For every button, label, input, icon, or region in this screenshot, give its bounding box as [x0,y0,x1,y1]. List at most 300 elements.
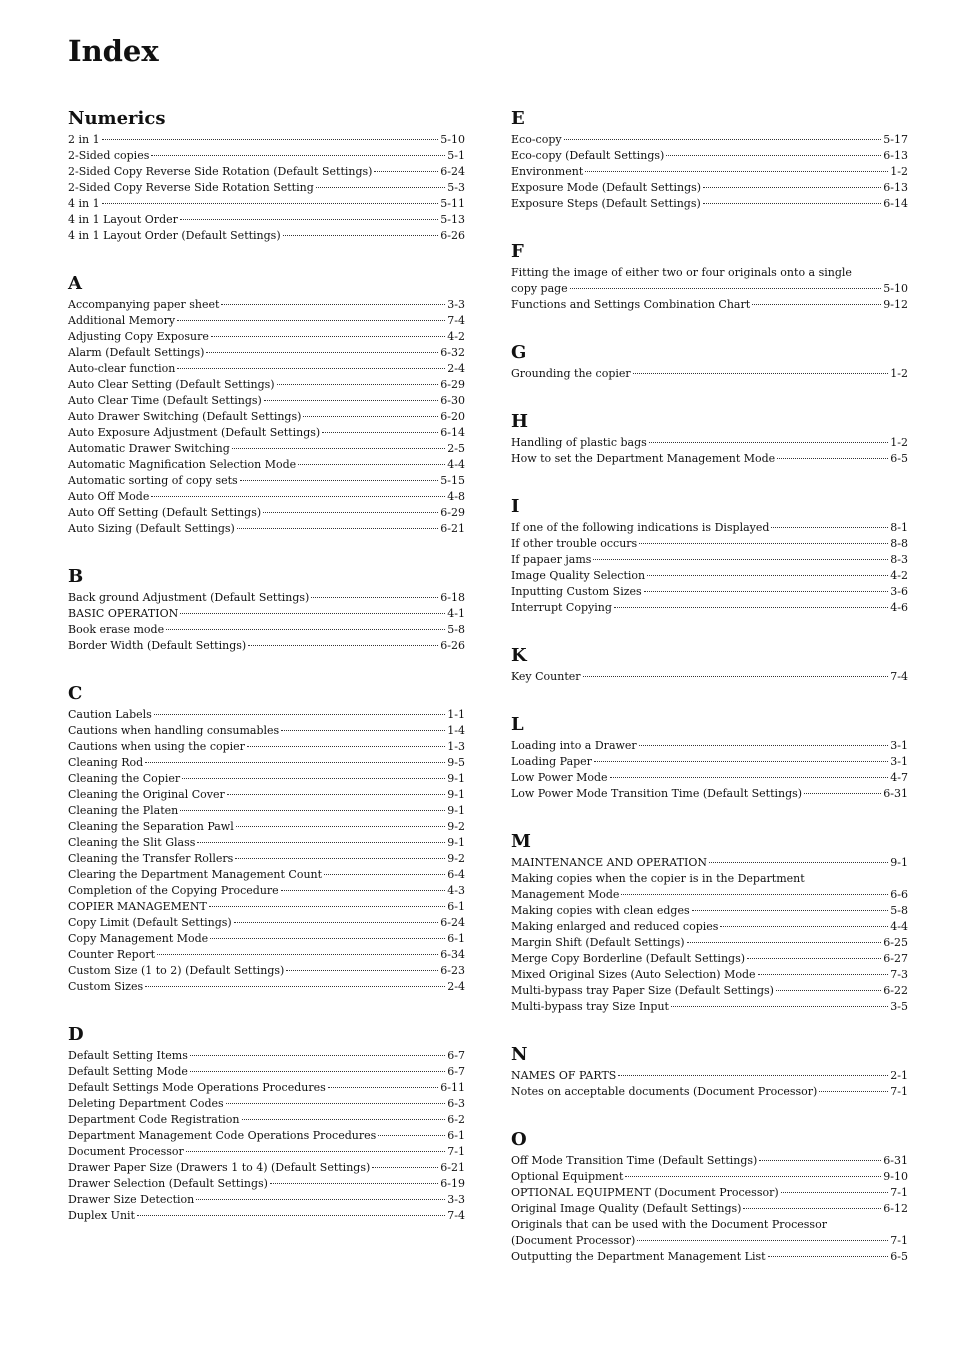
index-entry [68,1048,465,1064]
index-section [68,683,465,995]
index-entry [68,212,465,228]
index-entry [68,1112,465,1128]
dot-leader [227,794,446,795]
index-entry [511,919,908,935]
index-entry [68,963,465,979]
index-entry [511,754,908,770]
entry-page-number: 3-1 [890,755,908,768]
entry-page-number: 3-5 [890,1000,908,1013]
entry-page-number: 6-34 [440,948,465,961]
section-heading: M [511,831,531,852]
dot-leader [177,368,445,369]
section-heading: K [511,645,527,666]
entry-label: Drawer Paper Size (Drawers 1 to 4) (Default Settings) [68,1161,371,1174]
entry-page-number: 3-3 [447,1193,465,1206]
index-entry [511,600,908,616]
index-section [68,108,465,244]
dot-leader [666,155,881,156]
dot-leader [768,1256,889,1257]
index-column-right [511,108,908,1294]
dot-leader [236,826,446,827]
entry-page-number: 1-2 [890,367,908,380]
entry-page-number: 4-3 [447,884,465,897]
section-heading: Numerics [68,108,166,129]
entry-page-number: 5-17 [883,133,908,146]
dot-leader [771,527,888,528]
dot-leader [720,926,888,927]
entry-label: Optional Equipment [511,1170,624,1183]
index-entry [68,473,465,489]
entry-page-number: 6-23 [440,964,465,977]
entry-label: Back ground Adjustment (Default Settings) [68,591,310,604]
index-entry [68,1144,465,1160]
entry-page-number: 8-3 [890,553,908,566]
entry-label: Off Mode Transition Time (Default Settings) [511,1154,758,1167]
entry-label: Drawer Selection (Default Settings) [68,1177,268,1190]
entry-page-number: 4-4 [447,458,465,471]
entry-page-number: 6-22 [883,984,908,997]
dot-leader [283,235,439,236]
index-entry [68,297,465,313]
section-heading: F [511,241,524,262]
dot-leader [151,155,445,156]
entry-page-number: 6-5 [890,452,908,465]
section-heading: H [511,411,529,432]
index-entry [511,855,908,871]
entry-label: (Document Processor) [511,1234,636,1247]
dot-leader [671,1006,888,1007]
index-entry [511,770,908,786]
index-entry [68,1128,465,1144]
entry-label: COPIER MANAGEMENT [68,900,207,913]
dot-leader [570,288,882,289]
entry-page-number: 1-4 [447,724,465,737]
section-heading: E [511,108,525,129]
dot-leader [180,810,445,811]
entry-label: Grounding the copier [511,367,631,380]
index-entry [68,787,465,803]
dot-leader [709,862,888,863]
index-entry [68,883,465,899]
dot-leader [374,171,438,172]
entry-page-number: 4-2 [890,569,908,582]
entry-label: Cautions when handling consumables [68,724,280,737]
dot-leader [633,373,889,374]
entry-label: Cleaning Rod [68,756,144,769]
dot-leader [743,1208,881,1209]
entry-page-number: 2-1 [890,1069,908,1082]
entry-label: 2-Sided copies [68,149,150,162]
entry-page-number: 9-1 [447,788,465,801]
entry-page-number: 1-2 [890,436,908,449]
index-entry [511,435,908,451]
dot-leader [235,858,445,859]
entry-label: 4 in 1 Layout Order (Default Settings) [68,229,281,242]
entry-page-number: 6-19 [440,1177,465,1190]
entry-label: Default Settings Mode Operations Procedures [68,1081,326,1094]
entry-page-number: 5-1 [447,149,465,162]
entry-page-number: 8-8 [890,537,908,550]
index-entry [68,1064,465,1080]
entry-page-number: 8-1 [890,521,908,534]
dot-leader [281,730,445,731]
dot-leader [196,1199,445,1200]
index-entry [68,723,465,739]
entry-label: If other trouble occurs [511,537,638,550]
index-section [511,1129,908,1265]
index-entry [68,148,465,164]
entry-page-number: 6-30 [440,394,465,407]
index-entry [68,931,465,947]
index-entry [68,819,465,835]
index-entry [511,265,908,281]
dot-leader [583,676,889,677]
entry-label: Automatic Magnification Selection Mode [68,458,297,471]
entry-label: Image Quality Selection [511,569,646,582]
dot-leader [145,762,445,763]
entry-label: Loading Paper [511,755,592,768]
index-entry [511,1217,908,1233]
entry-page-number: 6-21 [440,522,465,535]
index-entry [68,755,465,771]
index-entry [68,1080,465,1096]
entry-label: Cleaning the Transfer Rollers [68,852,234,865]
entry-label: Default Setting Items [68,1049,188,1062]
dot-leader [372,1167,438,1168]
entry-page-number: 3-1 [890,739,908,752]
entry-page-number: 5-8 [890,904,908,917]
entry-page-number: 6-26 [440,639,465,652]
index-entry [68,313,465,329]
index-section [511,714,908,802]
entry-label: Auto Drawer Switching (Default Settings) [68,410,302,423]
index-entry [511,536,908,552]
dot-leader [151,496,445,497]
dot-leader [303,416,438,417]
entry-label: Low Power Mode Transition Time (Default Settings) [511,787,803,800]
index-entry [68,899,465,915]
entry-page-number: 6-24 [440,916,465,929]
entry-page-number: 9-1 [447,804,465,817]
entry-page-number: 7-1 [890,1085,908,1098]
entry-label: Document Processor [68,1145,184,1158]
dot-leader [263,512,438,513]
dot-leader [593,559,888,560]
dot-leader [585,171,888,172]
dot-leader [190,1055,445,1056]
entry-page-number: 7-1 [890,1186,908,1199]
entry-label: Automatic sorting of copy sets [68,474,238,487]
entry-label: Interrupt Copying [511,601,612,614]
index-entry [68,638,465,654]
entry-page-number: 4-7 [890,771,908,784]
entry-label: 2-Sided Copy Reverse Side Rotation Setting [68,181,314,194]
entry-page-number: 6-25 [883,936,908,949]
entry-label: 4 in 1 [68,197,100,210]
dot-leader [639,745,889,746]
section-heading: A [68,273,82,294]
index-entry [68,393,465,409]
dot-leader [226,1103,446,1104]
dot-leader [221,304,445,305]
entry-label: Alarm (Default Settings) [68,346,205,359]
entry-label: Drawer Size Detection [68,1193,195,1206]
index-section [68,566,465,654]
dot-leader [247,746,445,747]
index-entry [511,967,908,983]
entry-label: Cleaning the Separation Pawl [68,820,234,833]
entry-label: Auto Clear Time (Default Settings) [68,394,262,407]
dot-leader [703,203,882,204]
entry-label: Environment [511,165,584,178]
entry-page-number: 6-14 [440,426,465,439]
index-entry [511,148,908,164]
entry-label: Auto Off Mode [68,490,150,503]
index-entry [511,669,908,685]
entry-label: NAMES OF PARTS [511,1069,617,1082]
index-entry [68,707,465,723]
dot-leader [137,1215,445,1216]
entry-page-number: 6-31 [883,1154,908,1167]
index-entry [511,1249,908,1265]
entry-page-number: 6-18 [440,591,465,604]
section-heading: D [68,1024,84,1045]
dot-leader [639,543,888,544]
entry-label: Automatic Drawer Switching [68,442,230,455]
dot-leader [637,1240,888,1241]
index-entry [68,915,465,931]
index-entry [68,1096,465,1112]
dot-leader [248,645,438,646]
dot-leader [102,139,439,140]
entry-label: Making copies with clean edges [511,904,690,917]
entry-label: Book erase mode [68,623,165,636]
dot-leader [157,954,438,955]
index-entry [68,1208,465,1224]
dot-leader [776,990,881,991]
entry-page-number: 6-1 [447,900,465,913]
index-entry [68,196,465,212]
entry-label: Auto Clear Setting (Default Settings) [68,378,275,391]
entry-label: Loading into a Drawer [511,739,637,752]
entry-label: Exposure Mode (Default Settings) [511,181,702,194]
dot-leader [328,1087,439,1088]
entry-label: If one of the following indications is Displayed [511,521,770,534]
entry-page-number: 6-20 [440,410,465,423]
index-entry [511,451,908,467]
entry-label: Eco-copy [511,133,562,146]
dot-leader [242,1119,446,1120]
index-column-left [68,108,465,1253]
entry-page-number: 2-4 [447,362,465,375]
entry-page-number: 5-13 [440,213,465,226]
entry-page-number: 9-12 [883,298,908,311]
entry-page-number: 5-8 [447,623,465,636]
page-title: Index [68,34,159,68]
entry-label: Cleaning the Platen [68,804,179,817]
dot-leader [154,714,446,715]
index-entry [511,738,908,754]
index-entry [68,1176,465,1192]
entry-page-number: 9-2 [447,852,465,865]
entry-page-number: 6-6 [890,888,908,901]
index-entry [68,851,465,867]
index-entry [68,457,465,473]
dot-leader [614,607,888,608]
dot-leader [197,842,445,843]
entry-page-number: 4-8 [447,490,465,503]
index-entry [68,803,465,819]
entry-page-number: 7-4 [890,670,908,683]
entry-label: Key Counter [511,670,581,683]
dot-leader [564,139,882,140]
entry-label: Additional Memory [68,314,176,327]
entry-page-number: 6-1 [447,932,465,945]
entry-label: Counter Report [68,948,156,961]
index-entry [511,786,908,802]
entry-page-number: 6-3 [447,1097,465,1110]
entry-label: Department Management Code Operations Procedures [68,1129,377,1142]
entry-page-number: 4-4 [890,920,908,933]
index-section [511,108,908,212]
index-section [511,831,908,1015]
entry-page-number: 5-10 [883,282,908,295]
index-entry [511,366,908,382]
index-entry [511,999,908,1015]
index-entry [511,584,908,600]
dot-leader [692,910,889,911]
entry-label: Cautions when using the copier [68,740,245,753]
index-entry [511,903,908,919]
dot-leader [618,1075,888,1076]
entry-page-number: 6-7 [447,1049,465,1062]
section-heading: O [511,1129,527,1150]
index-entry [511,1185,908,1201]
index-entry [511,871,908,887]
entry-page-number: 5-10 [440,133,465,146]
dot-leader [610,777,889,778]
entry-page-number: 6-13 [883,181,908,194]
index-entry [511,1084,908,1100]
dot-leader [644,591,889,592]
section-heading: G [511,342,527,363]
index-entry [511,983,908,999]
entry-label: Caution Labels [68,708,152,721]
index-entry [68,425,465,441]
entry-page-number: 3-6 [890,585,908,598]
index-entry [68,377,465,393]
entry-label: Default Setting Mode [68,1065,188,1078]
index-entry [511,196,908,212]
entry-label: 2 in 1 [68,133,100,146]
entry-page-number: 1-1 [447,708,465,721]
index-entry [511,1068,908,1084]
section-heading: L [511,714,524,735]
entry-page-number: 7-1 [890,1234,908,1247]
entry-label: Making copies when the copier is in the Department [511,872,805,885]
entry-label: Custom Sizes [68,980,144,993]
dot-leader [298,464,445,465]
index-entry [511,164,908,180]
entry-label: Mixed Original Sizes (Auto Selection) Mode [511,968,756,981]
dot-leader [322,432,438,433]
index-section [511,241,908,313]
index-section [68,1024,465,1224]
entry-label: Notes on acceptable documents (Document Processor) [511,1085,818,1098]
entry-label: Custom Size (1 to 2) (Default Settings) [68,964,285,977]
entry-page-number: 4-6 [890,601,908,614]
entry-label: Cleaning the Original Cover [68,788,225,801]
dot-leader [234,922,439,923]
entry-page-number: 9-1 [447,836,465,849]
dot-leader [819,1091,888,1092]
index-entry [68,521,465,537]
entry-label: Low Power Mode [511,771,608,784]
entry-page-number: 6-4 [447,868,465,881]
entry-label: Making enlarged and reduced copies [511,920,719,933]
dot-leader [781,1192,889,1193]
index-section [511,342,908,382]
entry-label: BASIC OPERATION [68,607,179,620]
index-entry [68,132,465,148]
entry-page-number: 6-14 [883,197,908,210]
entry-page-number: 7-3 [890,968,908,981]
dot-leader [237,528,438,529]
section-heading: B [68,566,84,587]
entry-label: Auto Sizing (Default Settings) [68,522,235,535]
entry-label: Originals that can be used with the Document Processor [511,1218,827,1231]
index-entry [68,489,465,505]
entry-label: Cleaning the Copier [68,772,181,785]
entry-label: Cleaning the Slit Glass [68,836,196,849]
index-entry [68,228,465,244]
entry-label: Outputting the Department Management List [511,1250,766,1263]
entry-label: Completion of the Copying Procedure [68,884,279,897]
entry-page-number: 6-21 [440,1161,465,1174]
index-entry [511,568,908,584]
entry-label: Exposure Steps (Default Settings) [511,197,701,210]
entry-page-number: 6-13 [883,149,908,162]
entry-page-number: 7-4 [447,1209,465,1222]
entry-label: If papaer jams [511,553,592,566]
index-entry [511,297,908,313]
dot-leader [703,187,881,188]
entry-label: Margin Shift (Default Settings) [511,936,685,949]
entry-label: Clearing the Department Management Count [68,868,323,881]
entry-page-number: 9-5 [447,756,465,769]
dot-leader [166,629,445,630]
entry-page-number: 6-1 [447,1129,465,1142]
dot-leader [804,793,881,794]
entry-label: copy page [511,282,568,295]
index-entry [68,606,465,622]
entry-label: Auto Exposure Adjustment (Default Settings) [68,426,321,439]
entry-page-number: 5-3 [447,181,465,194]
entry-label: 2-Sided Copy Reverse Side Rotation (Default Settings) [68,165,373,178]
index-entry [68,409,465,425]
dot-leader [311,597,438,598]
entry-label: Accompanying paper sheet [68,298,220,311]
index-entry [68,1160,465,1176]
entry-page-number: 6-11 [440,1081,465,1094]
entry-label: Original Image Quality (Default Settings) [511,1202,742,1215]
index-section [511,411,908,467]
entry-page-number: 2-5 [447,442,465,455]
section-heading: N [511,1044,528,1065]
dot-leader [182,778,445,779]
entry-label: Deleting Department Codes [68,1097,224,1110]
index-entry [68,345,465,361]
